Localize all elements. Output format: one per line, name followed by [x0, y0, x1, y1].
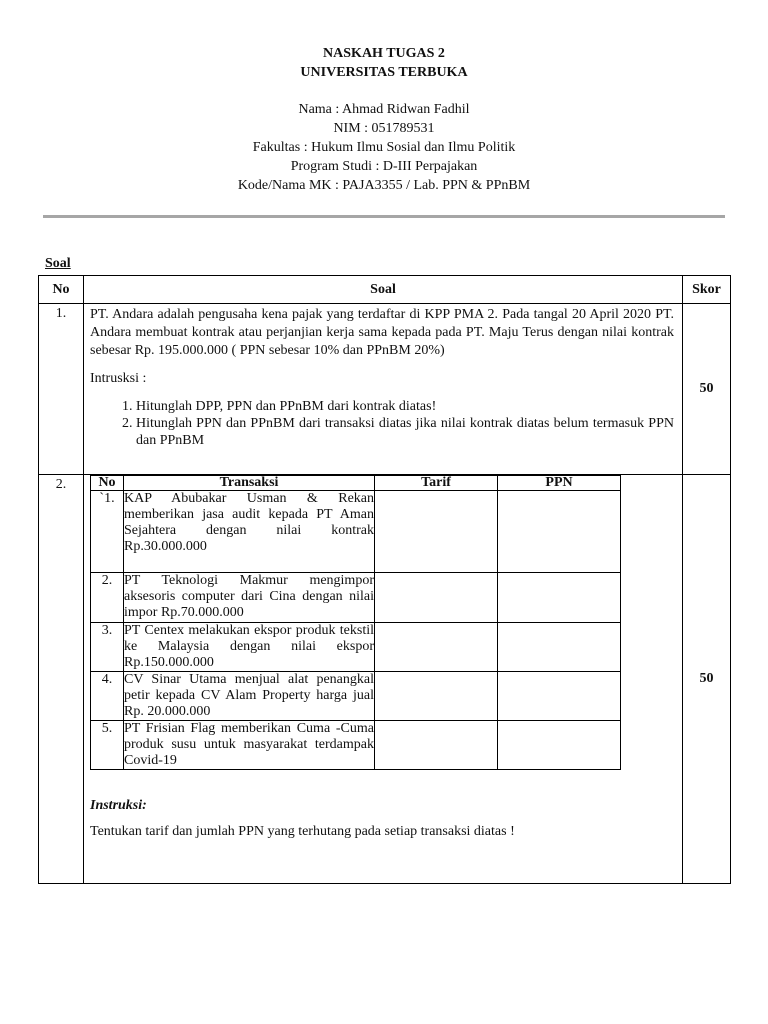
- question-2-instruction-title: Instruksi:: [90, 798, 147, 813]
- trx-tarif-cell: [375, 623, 498, 672]
- question-1-no: 1.: [39, 304, 84, 475]
- question-2-instruction-text: Tentukan tarif dan jumlah PPN yang terhutang pada setiap transaksi diatas !: [90, 824, 515, 839]
- trx-description: CV Sinar Utama menjual alat penangkal petir kepada CV Alam Property harga jual Rp. 20.000.000: [124, 672, 374, 719]
- trx-tarif-cell: [375, 721, 498, 770]
- trx-ppn-cell: [498, 573, 621, 623]
- trx-header-transaksi: Transaksi: [124, 476, 375, 491]
- trx-no: 4.: [91, 672, 124, 721]
- trx-description: PT Frisian Flag memberikan Cuma -Cuma produk susu untuk masyarakat terdampak Covid-19: [124, 721, 374, 768]
- header-divider: [43, 215, 725, 218]
- question-1-body: [84, 304, 683, 475]
- trx-description: KAP Abubakar Usman & Rekan memberikan jasa audit kepada PT Aman Sejahtera dengan nilai kontrak Rp.30.000.000: [124, 491, 375, 573]
- trx-header-no: No: [91, 476, 124, 491]
- trx-tarif-cell: [375, 491, 498, 573]
- trx-tarif-cell: [375, 573, 498, 623]
- question-2-body: [84, 475, 683, 884]
- trx-no: 3.: [91, 623, 124, 672]
- transaction-table-header: [91, 476, 621, 491]
- table-row: [91, 623, 621, 672]
- question-2-score: 50: [683, 475, 731, 884]
- trx-header-tarif: Tarif: [375, 476, 498, 491]
- study-program: Program Studi : D-III Perpajakan: [290, 159, 478, 174]
- trx-tarif-cell: [375, 672, 498, 721]
- question-row-1: [39, 304, 731, 475]
- trx-no: 2.: [91, 573, 124, 623]
- col-header-soal: Soal: [84, 276, 683, 304]
- student-nim: NIM : 051789531: [333, 121, 435, 136]
- question-2-no: 2.: [39, 475, 84, 884]
- trx-ppn-cell: [498, 491, 621, 573]
- trx-description: PT Teknologi Makmur mengimpor aksesoris computer dari Cina dengan nilai impor Rp.70.000.000: [124, 573, 375, 623]
- question-1-instruction-item: 1. Hitunglah DPP, PPN dan PPnBM dari kontrak diatas!: [136, 398, 674, 415]
- trx-ppn-cell: [498, 672, 621, 721]
- doc-title: NASKAH TUGAS 2: [323, 46, 445, 61]
- faculty: Fakultas : Hukum Ilmu Sosial dan Ilmu Politik: [252, 140, 516, 155]
- trx-header-ppn: PPN: [498, 476, 621, 491]
- question-1-score: 50: [683, 304, 731, 475]
- trx-ppn-cell: [498, 721, 621, 770]
- document-header: [0, 44, 768, 195]
- question-1-text: PT. Andara adalah pengusaha kena pajak yang terdaftar di KPP PMA 2. Pada tangal 20 April 2020 PT. Andara membuat kontrak atau perjanjian kerja sama kepada pada PT. Maju Terus dengan nilai kontrak sebesar Rp. 195.000.000 ( PPN sebesar 10% dan PPnBM 20%): [90, 307, 674, 358]
- trx-no: `1.: [91, 491, 124, 573]
- trx-no: 5.: [91, 721, 124, 770]
- table-row: [91, 491, 621, 573]
- table-row: [91, 721, 621, 770]
- question-1-instruction-label: Intrusksi :: [90, 371, 147, 386]
- section-label: Soal: [45, 256, 71, 271]
- question-table-header: [39, 276, 731, 304]
- question-1-instruction-list: [90, 398, 674, 449]
- student-name: Nama : Ahmad Ridwan Fadhil: [298, 102, 470, 117]
- trx-ppn-cell: [498, 623, 621, 672]
- question-1-instruction-item: 2. Hitunglah PPN dan PPnBM dari transaksi diatas jika nilai kontrak diatas belum termasuk PPN dan PPnBM: [136, 415, 674, 449]
- table-row: [91, 573, 621, 623]
- transaction-table: [90, 475, 621, 770]
- col-header-skor: Skor: [683, 276, 731, 304]
- table-row: [91, 672, 621, 721]
- question-table: [38, 275, 731, 884]
- course-code: Kode/Nama MK : PAJA3355 / Lab. PPN & PPnBM: [237, 178, 531, 193]
- col-header-no: No: [39, 276, 84, 304]
- trx-description: PT Centex melakukan ekspor produk tekstil ke Malaysia dengan nilai ekspor Rp.150.000.000: [124, 623, 374, 670]
- doc-subtitle: UNIVERSITAS TERBUKA: [300, 65, 468, 80]
- question-row-2: [39, 475, 731, 884]
